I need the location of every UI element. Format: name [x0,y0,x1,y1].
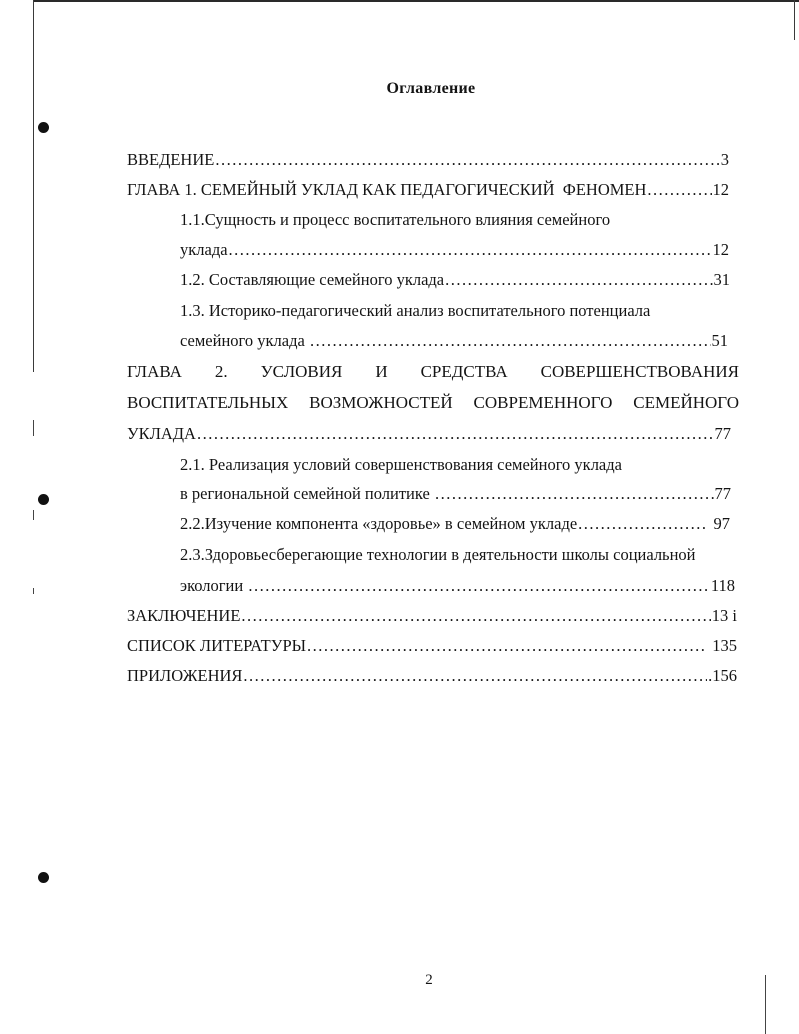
toc-entry-page: 77 [714,484,731,503]
dot-leader [241,606,710,626]
toc-entry-1-3 [180,331,728,351]
dot-leader [248,576,710,596]
toc-entry-page: 135 [708,636,737,655]
toc-entry-2-1 [180,484,731,504]
dot-leader [197,424,714,444]
toc-entry-2-3 [180,576,735,596]
toc-entry-label: 1.2. Составляющие семейного уклада [180,270,445,289]
toc-entry-2-3-line1: 2.3.Здоровьесберегающие технологии в деятельности школы социальной [180,545,696,564]
toc-entry-conclusion [127,606,737,626]
toc-entry-chapter-2 [127,424,731,444]
page-number: 2 [425,972,433,988]
toc-entry-page: 13 i [711,606,737,625]
toc-entry-1-3-line1: 1.3. Историко-педагогический анализ воспитательного потенциала [180,301,651,320]
toc-entry-introduction [127,150,729,170]
toc-entry-page: 12 [712,240,729,259]
toc-entry-label: УКЛАДА [127,424,196,443]
punch-hole-dot [38,122,49,133]
dot-leader [435,484,714,504]
toc-entry-label: ПРИЛОЖЕНИЯ [127,666,243,685]
toc-entry-label: ВВЕДЕНИЕ [127,150,215,169]
scan-border-top [33,0,799,2]
page-title: Оглавление [386,80,476,97]
dot-leader [215,150,719,170]
dot-leader [578,514,708,534]
scan-mark [33,420,34,436]
toc-entry-2-2 [180,514,730,534]
toc-entry-page: 77 [714,424,731,443]
toc-entry-2-1-line1: 2.1. Реализация условий совершенствования семейного уклада [180,455,622,474]
toc-entry-label: уклада [180,240,228,259]
punch-hole-dot [38,872,49,883]
toc-entry-chapter-1 [127,180,729,200]
toc-entry-page: 118 [710,576,735,595]
dot-leader [307,636,707,656]
toc-entry-1-1-line1: 1.1.Сущность и процесс воспитательного влияния семейного [180,210,611,229]
dot-leader [229,240,712,260]
toc-entry-label: экологии [180,576,248,595]
toc-entry-label: 2.2.Изучение компонента «здоровье» в семейном укладе [180,514,578,533]
toc-entry-appendices [127,666,737,686]
toc-entry-page: .156 [708,666,737,685]
toc-entry-page: 31 [713,270,730,289]
toc-entry-label: ЗАКЛЮЧЕНИЕ [127,606,241,625]
scan-border-left [33,0,34,372]
toc-entry-label: в региональной семейной политике [180,484,434,503]
scan-mark [33,588,34,594]
dot-leader [310,331,711,351]
toc-entry-1-2 [180,270,730,290]
dot-leader [445,270,712,290]
toc-entry-label: СПИСОК ЛИТЕРАТУРЫ [127,636,307,655]
dot-leader [243,666,707,686]
toc-entry-chapter-2-line2: ВОСПИТАТЕЛЬНЫХ ВОЗМОЖНОСТЕЙ СОВРЕМЕННОГО СЕМЕЙНОГО [127,393,739,412]
toc-entry-references [127,636,737,656]
toc-entry-page: 12 [712,180,729,199]
toc-entry-page: 3 [720,150,729,169]
toc-entry-label: ГЛАВА 1. СЕМЕЙНЫЙ УКЛАД КАК ПЕДАГОГИЧЕСКИЙ ФЕНОМЕН [127,180,647,199]
toc-entry-chapter-2-line1: ГЛАВА 2. УСЛОВИЯ И СРЕДСТВА СОВЕРШЕНСТВОВАНИЯ [127,362,739,381]
dot-leader [647,180,711,200]
punch-hole-dot [38,494,49,505]
toc-entry-label: семейного уклада [180,331,309,350]
toc-entry-page: 97 [709,514,730,533]
toc-entry-1-1 [180,240,729,260]
scan-border-right [794,0,795,40]
toc-entry-page: 51 [711,331,728,350]
scan-mark [33,510,34,520]
